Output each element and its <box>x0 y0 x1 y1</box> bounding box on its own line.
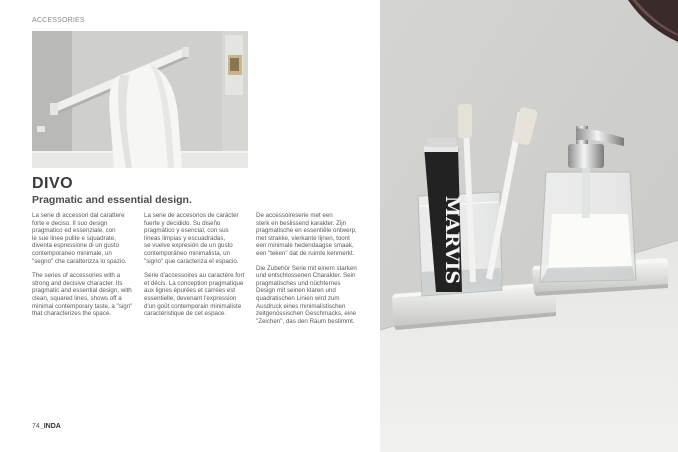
toothpaste-label: MARVIS <box>441 195 463 285</box>
text-column-1 <box>32 212 142 325</box>
towel-rail-photo <box>32 31 248 168</box>
bathroom-accessories-illustration <box>380 0 678 452</box>
paragraph-german: Die Zubehör Serie mit einem starken und entschlossenen Charakter. Sein pragmatisches und nüchternes Design mit seinen klaren und quadratischen Linien wird zum Ausdruck eines minimalistischen zeitgenössischen Geschmacks, eine "Zeichen", das den Raum bestimmt. <box>256 264 357 325</box>
paragraph-italian: La serie di accessori dal carattere forte e deciso. Il suo design pragmatico ed essenziale, con le sue linee pulite e squadrate, diventa espressione di un gusto contemporaneo minimale, un "segno" che caratterizza lo spazio. <box>32 212 127 265</box>
text-column-2 <box>144 212 254 325</box>
product-photo <box>380 0 678 452</box>
page-number: 74 <box>32 423 40 430</box>
text-column-3 <box>256 212 366 332</box>
towel-rail-illustration <box>32 31 248 168</box>
paragraph-english: The series of accessories with a strong and decisive character. Its pragmatic and essential design, with clean, squared lines, shows off a minimal contemporary taste, a "sign" that characterizes the space. <box>32 272 133 318</box>
product-title: DIVO <box>32 175 74 192</box>
paragraph-dutch: De accessoireserie met een sterk en beslissend karakter. Zijn pragmatische en essentiële ontwerp, met strakke, vierkante lijnen, toont een minimale hedendaagse smaak, een "teken" dat de ruimte kenmerkt. <box>256 212 357 257</box>
paragraph-french: Série d'accessoires au caractère fort et décis. La conception pragmatique aux lignes épurées et carrées est essentielle, devenant l'expression d'un goût contemporain minimaliste caractéristique de cet espace. <box>144 272 245 318</box>
page-footer <box>32 423 61 430</box>
paragraph-spanish: La serie de accesorios de carácter fuerte y decidido. Su diseño pragmático y esencial, con sus líneas limpias y escuadradas, se vuelve expresión de un gusto contemporáneo minimalista, un "signo" que caracteriza el espacio. <box>144 212 239 265</box>
product-subtitle: Pragmatic and essential design. <box>32 194 192 206</box>
brand-name: _INDA <box>39 423 61 430</box>
section-label: ACCESSORIES <box>32 17 85 24</box>
